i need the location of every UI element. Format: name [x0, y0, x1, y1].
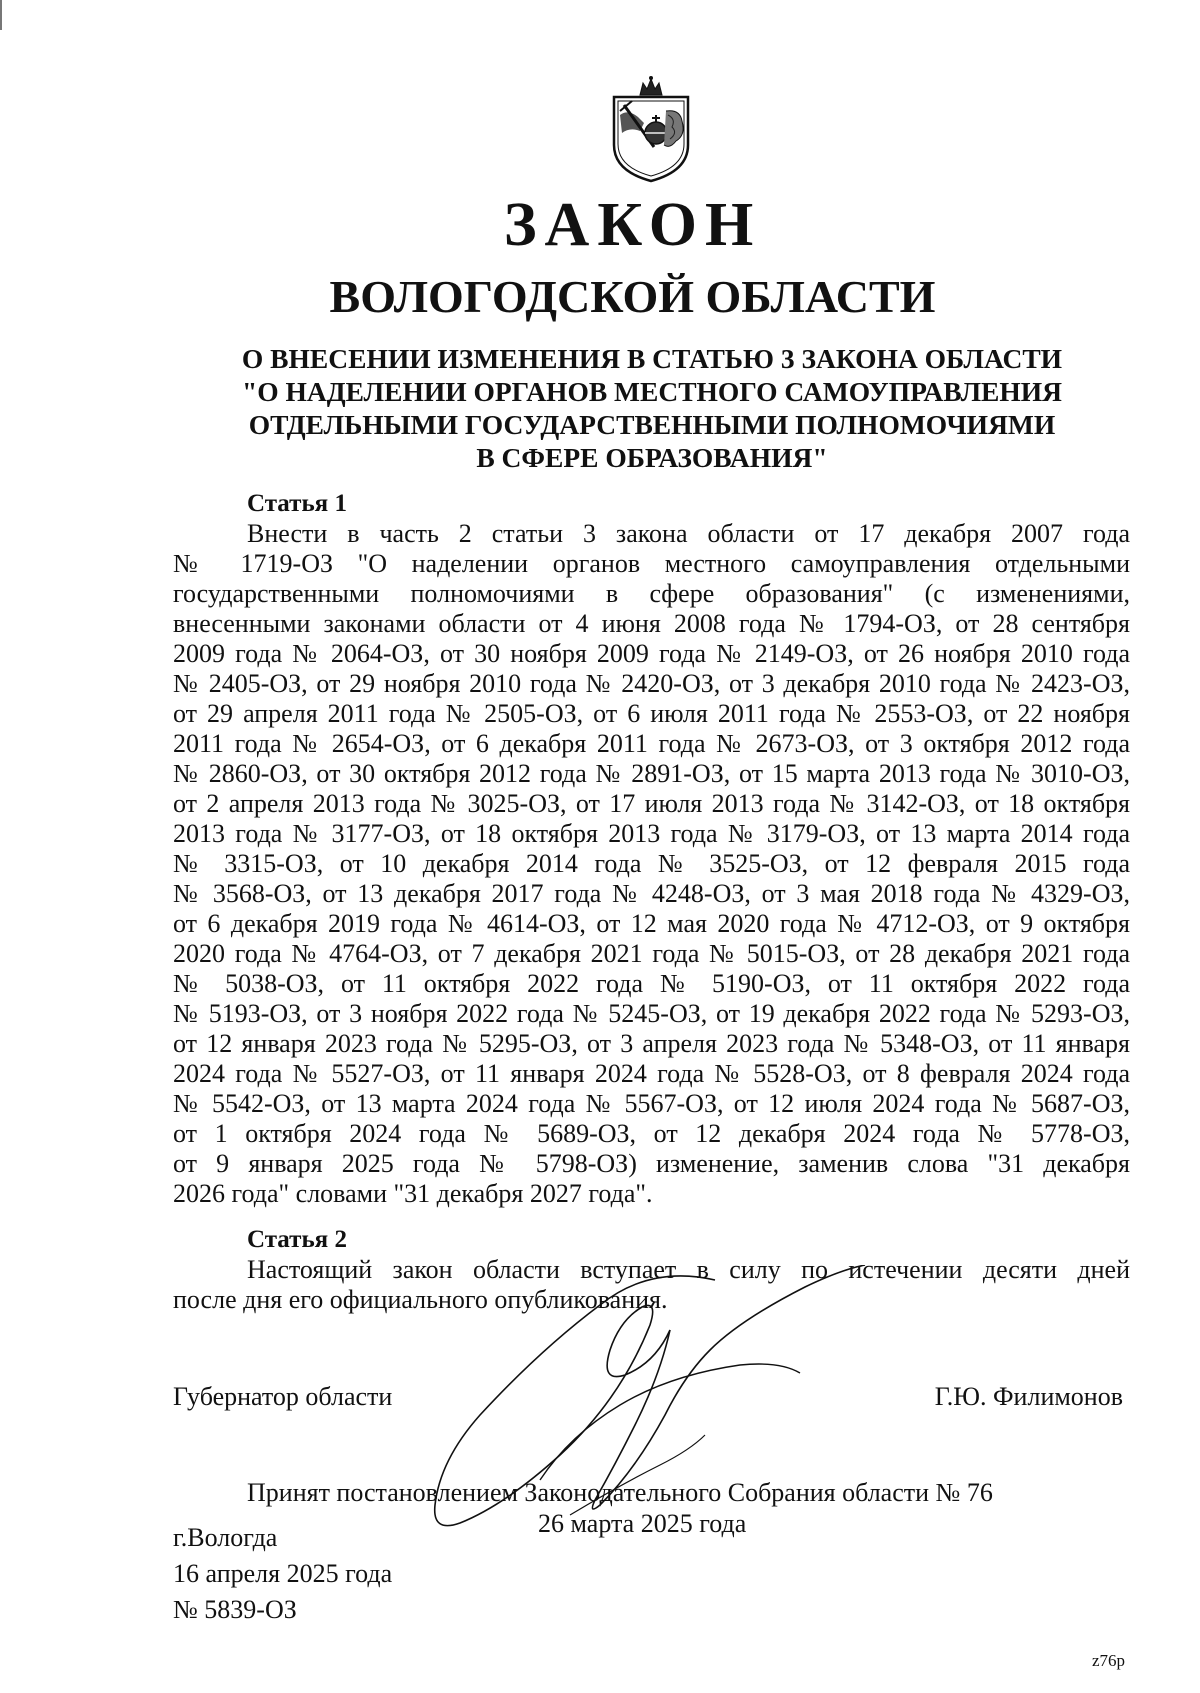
- text-line: № 2860-ОЗ, от 30 октября 2012 года № 2891-ОЗ, от 15 марта 2013 года № 3010-ОЗ,: [173, 759, 1130, 788]
- text-line: 2009 года № 2064-ОЗ, от 30 ноября 2009 года № 2149-ОЗ, от 26 ноября 2010 года: [173, 639, 1130, 668]
- document-region: ВОЛОГОДСКОЙ ОБЛАСТИ: [329, 271, 936, 322]
- text-line: № 5193-ОЗ, от 3 ноября 2022 года № 5245-ОЗ, от 19 декабря 2022 года № 5293-ОЗ,: [173, 999, 1130, 1028]
- text-line: № 3315-ОЗ, от 10 декабря 2014 года № 3525-ОЗ, от 12 февраля 2015 года: [173, 849, 1130, 878]
- footer-city: г.Вологда: [173, 1523, 278, 1552]
- text-line: № 3568-ОЗ, от 13 декабря 2017 года № 4248-ОЗ, от 3 мая 2018 года № 4329-ОЗ,: [173, 879, 1130, 908]
- document-title: ЗАКОН: [503, 191, 762, 259]
- signatory-position: Губернатор области: [173, 1382, 393, 1411]
- text-line: 2024 года № 5527-ОЗ, от 11 января 2024 года № 5528-ОЗ, от 8 февраля 2024 года: [173, 1059, 1130, 1088]
- text-line: № 5542-ОЗ, от 13 марта 2024 года № 5567-ОЗ, от 12 июля 2024 года № 5687-ОЗ,: [173, 1089, 1130, 1118]
- text-line: Настоящий закон области вступает в силу по истечении десяти дней: [247, 1255, 1130, 1284]
- law-subject: [172, 342, 1132, 474]
- coat-of-arms-icon: [610, 75, 692, 183]
- text-line: 2011 года № 2654-ОЗ, от 6 декабря 2011 года № 2673-ОЗ, от 3 октября 2012 года: [173, 729, 1130, 758]
- footer-date: 16 апреля 2025 года: [173, 1559, 393, 1588]
- text-line: Внести в часть 2 статьи 3 закона области от 17 декабря 2007 года: [247, 519, 1130, 548]
- signatory-name: Г.Ю. Филимонов: [934, 1382, 1123, 1411]
- article-1-body: [173, 519, 1130, 1209]
- handwritten-signature: [420, 1265, 870, 1535]
- text-line: внесенными законами области от 4 июня 2008 года № 1794-ОЗ, от 28 сентября: [173, 609, 1130, 638]
- adoption-note: Принят постановлением Законодательного Собрания области № 76: [247, 1478, 993, 1507]
- subject-line: ОТДЕЛЬНЫМИ ГОСУДАРСТВЕННЫМИ ПОЛНОМОЧИЯМИ: [248, 409, 1056, 440]
- text-line: 2013 года № 3177-ОЗ, от 18 октября 2013 года № 3179-ОЗ, от 13 марта 2014 года: [173, 819, 1130, 848]
- text-line: от 2 апреля 2013 года № 3025-ОЗ, от 17 июля 2013 года № 3142-ОЗ, от 18 октября: [173, 789, 1130, 818]
- footer-block: [173, 1520, 392, 1628]
- text-line: от 6 декабря 2019 года № 4614-ОЗ, от 12 мая 2020 года № 4712-ОЗ, от 9 октября: [173, 909, 1130, 938]
- text-line: от 12 января 2023 года № 5295-ОЗ, от 3 апреля 2023 года № 5348-ОЗ, от 11 января: [173, 1029, 1130, 1058]
- footer-number: № 5839-ОЗ: [173, 1595, 297, 1624]
- subject-line: О ВНЕСЕНИИ ИЗМЕНЕНИЯ В СТАТЬЮ 3 ЗАКОНА ОБЛАСТИ: [241, 343, 1063, 374]
- subject-line: "О НАДЕЛЕНИИ ОРГАНОВ МЕСТНОГО САМОУПРАВЛЕНИЯ: [241, 376, 1063, 407]
- text-line: от 9 января 2025 года № 5798-ОЗ) изменение, заменив слова "31 декабря: [173, 1149, 1130, 1178]
- article-2-heading: Статья 2: [247, 1226, 347, 1253]
- scan-edge-mark: [0, 0, 2, 30]
- article-1-heading: Статья 1: [247, 490, 347, 517]
- text-line: 2026 года" словами "31 декабря 2027 года".: [173, 1179, 653, 1208]
- text-line: от 29 апреля 2011 года № 2505-ОЗ, от 6 июля 2011 года № 2553-ОЗ, от 22 ноября: [173, 699, 1130, 728]
- text-line: № 2405-ОЗ, от 29 ноября 2010 года № 2420-ОЗ, от 3 декабря 2010 года № 2423-ОЗ,: [173, 669, 1130, 698]
- text-line: № 1719-ОЗ "О наделении органов местного самоуправления отдельными: [173, 549, 1130, 578]
- document-code: z76p: [1091, 1651, 1125, 1670]
- subject-line: В СФЕРЕ ОБРАЗОВАНИЯ": [476, 442, 828, 473]
- text-line: после дня его официального опубликования.: [173, 1285, 668, 1314]
- text-line: от 1 октября 2024 года № 5689-ОЗ, от 12 декабря 2024 года № 5778-ОЗ,: [173, 1119, 1130, 1148]
- adoption-date: 26 марта 2025 года: [538, 1509, 747, 1538]
- text-line: государственными полномочиями в сфере образования" (с изменениями,: [173, 579, 1130, 608]
- text-line: 2020 года № 4764-ОЗ, от 7 декабря 2021 года № 5015-ОЗ, от 28 декабря 2021 года: [173, 939, 1130, 968]
- text-line: № 5038-ОЗ, от 11 октября 2022 года № 5190-ОЗ, от 11 октября 2022 года: [173, 969, 1130, 998]
